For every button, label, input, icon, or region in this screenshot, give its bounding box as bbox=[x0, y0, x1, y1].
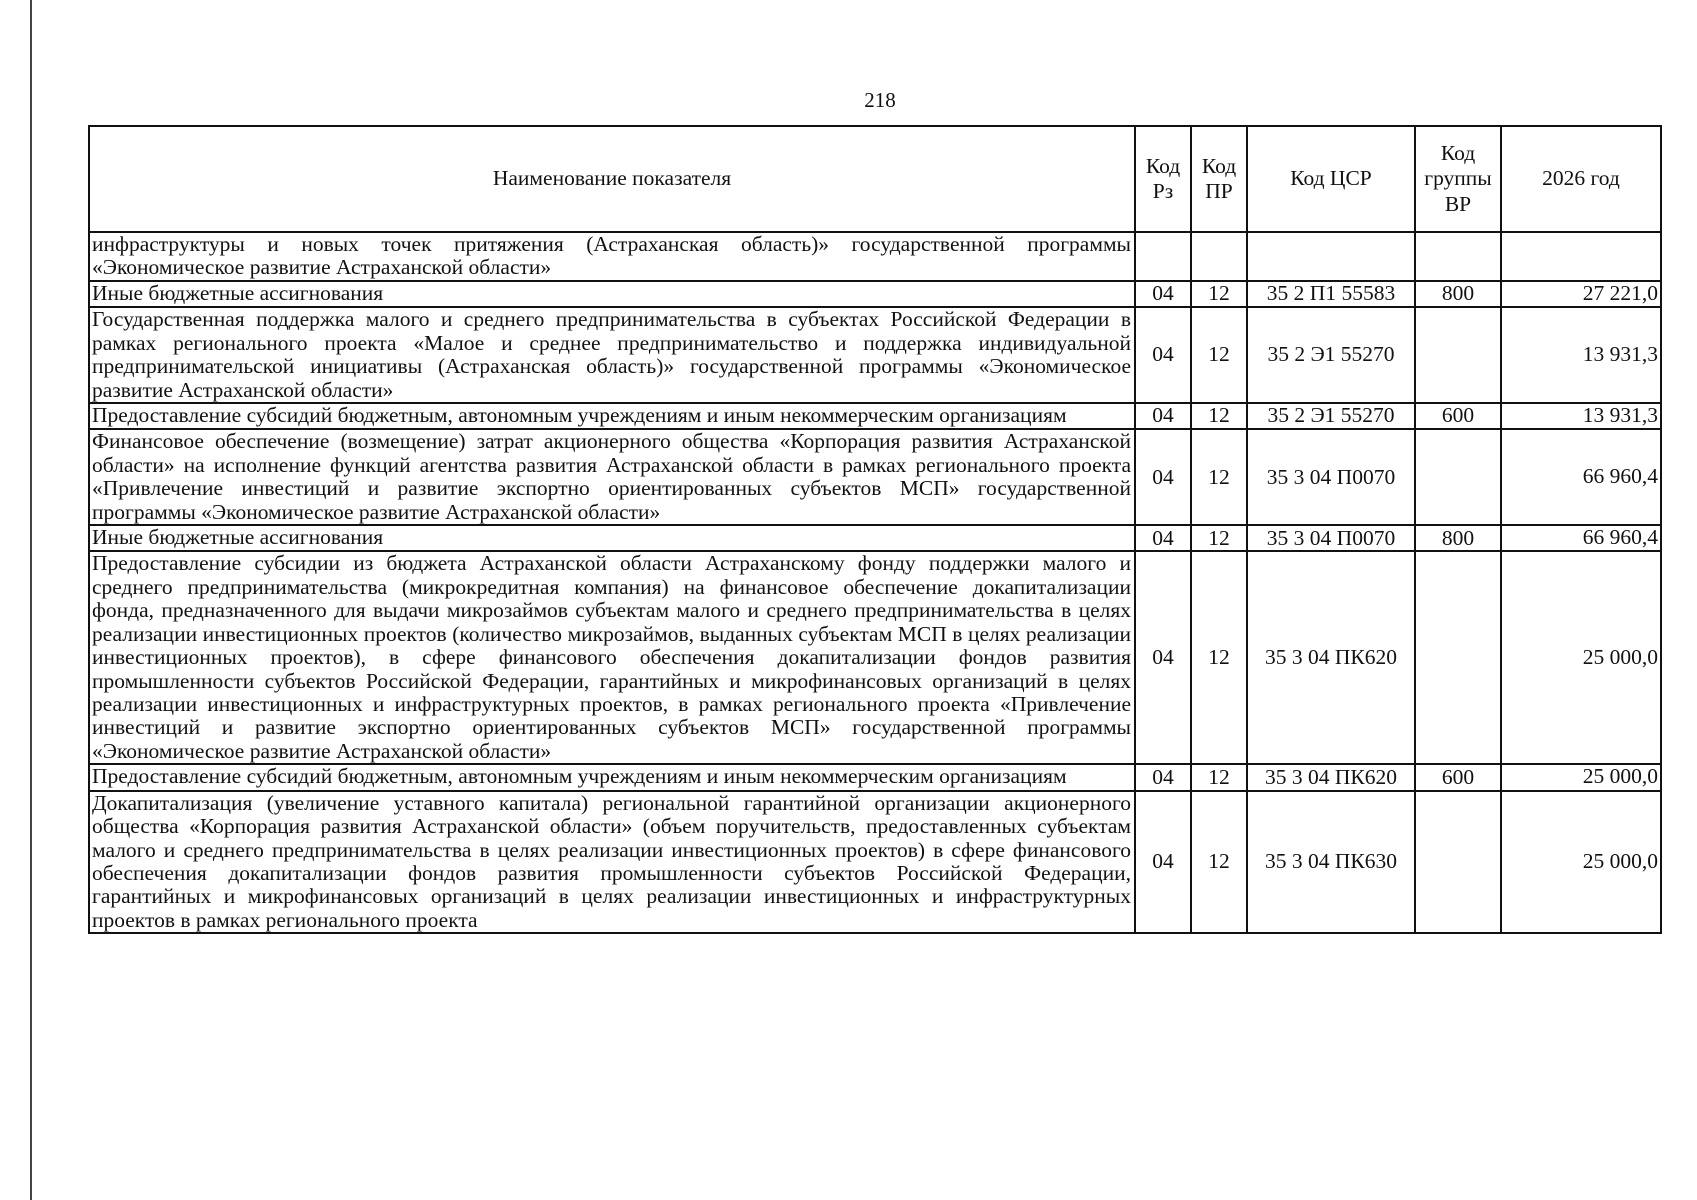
row-pr: 12 bbox=[1191, 764, 1247, 790]
table-row bbox=[89, 403, 1661, 429]
row-amount: 27 221,0 bbox=[1501, 281, 1661, 307]
row-rz: 04 bbox=[1135, 281, 1191, 307]
header-name: Наименование показателя bbox=[89, 126, 1135, 232]
row-rz: 04 bbox=[1135, 307, 1191, 403]
row-pr: 12 bbox=[1191, 791, 1247, 934]
row-name: Предоставление субсидий бюджетным, автономным учреждениям и иным некоммерческим организациям bbox=[89, 403, 1135, 429]
table-row bbox=[89, 525, 1661, 551]
row-name: Финансовое обеспечение (возмещение) затрат акционерного общества «Корпорация развития Астраханской области» на исполнение функций агентства развития Астраханской области в рамках регионального проекта «Привлечение инвестиций и развитие экспортно ориентированных субъектов МСП» государственной программы «Экономическое развитие Астраханской области» bbox=[89, 429, 1135, 525]
row-pr: 12 bbox=[1191, 525, 1247, 551]
table-row bbox=[89, 232, 1661, 281]
row-name: Иные бюджетные ассигнования bbox=[89, 281, 1135, 307]
row-pr bbox=[1191, 232, 1247, 281]
row-amount: 66 960,4 bbox=[1501, 525, 1661, 551]
row-amount: 13 931,3 bbox=[1501, 307, 1661, 403]
row-pr: 12 bbox=[1191, 403, 1247, 429]
row-csr: 35 2 Э1 55270 bbox=[1247, 403, 1415, 429]
header-rz: Код Рз bbox=[1135, 126, 1191, 232]
row-rz: 04 bbox=[1135, 429, 1191, 525]
row-csr bbox=[1247, 232, 1415, 281]
table-row bbox=[89, 551, 1661, 764]
row-rz: 04 bbox=[1135, 551, 1191, 764]
row-pr: 12 bbox=[1191, 551, 1247, 764]
row-name: Иные бюджетные ассигнования bbox=[89, 525, 1135, 551]
row-pr: 12 bbox=[1191, 281, 1247, 307]
row-amount: 13 931,3 bbox=[1501, 403, 1661, 429]
row-rz: 04 bbox=[1135, 791, 1191, 934]
row-vr bbox=[1415, 307, 1501, 403]
row-name: Государственная поддержка малого и среднего предпринимательства в субъектах Российской Федерации в рамках регионального проекта «Малое и среднее предпринимательство и поддержка индивидуальной предпринимательской инициативы (Астраханская область)» государственной программы «Экономическое развитие Астраханской области» bbox=[89, 307, 1135, 403]
row-name: Предоставление субсидии из бюджета Астраханской области Астраханскому фонду поддержки малого и среднего предпринимательства (микрокредитная компания) на финансовое обеспечение докапитализации фонда, предназначенного для выдачи микрозаймов субъектам малого и среднего предпринимательства в целях реализации инвестиционных проектов (количество микрозаймов, выданных субъектам МСП в целях реализации инвестиционных проектов), в сфере финансового обеспечения докапитализации фондов развития промышленности субъектов Российской Федерации, гарантийных и микрофинансовых организаций в целях реализации инвестиционных и инфраструктурных проектов, в рамках регионального проекта «Привлечение инвестиций и развитие экспортно ориентированных субъектов МСП» государственной программы «Экономическое развитие Астраханской области» bbox=[89, 551, 1135, 764]
table-row bbox=[89, 429, 1661, 525]
row-rz: 04 bbox=[1135, 525, 1191, 551]
table-row bbox=[89, 791, 1661, 934]
header-csr: Код ЦСР bbox=[1247, 126, 1415, 232]
row-csr: 35 3 04 П0070 bbox=[1247, 525, 1415, 551]
row-amount bbox=[1501, 232, 1661, 281]
row-vr: 800 bbox=[1415, 525, 1501, 551]
row-vr: 600 bbox=[1415, 403, 1501, 429]
row-csr: 35 3 04 ПК620 bbox=[1247, 764, 1415, 790]
header-year: 2026 год bbox=[1501, 126, 1661, 232]
budget-table bbox=[88, 125, 1662, 934]
row-amount: 25 000,0 bbox=[1501, 791, 1661, 934]
header-vr: Код группы ВР bbox=[1415, 126, 1501, 232]
row-rz: 04 bbox=[1135, 403, 1191, 429]
row-vr: 800 bbox=[1415, 281, 1501, 307]
row-vr: 600 bbox=[1415, 764, 1501, 790]
row-amount: 66 960,4 bbox=[1501, 429, 1661, 525]
table-row bbox=[89, 307, 1661, 403]
row-pr: 12 bbox=[1191, 307, 1247, 403]
page-number: 218 bbox=[864, 88, 896, 112]
row-csr: 35 3 04 ПК630 bbox=[1247, 791, 1415, 934]
row-name: инфраструктуры и новых точек притяжения (Астраханская область)» государственной программы «Экономическое развитие Астраханской области» bbox=[89, 232, 1135, 281]
row-csr: 35 3 04 ПК620 bbox=[1247, 551, 1415, 764]
row-name: Докапитализация (увеличение уставного капитала) региональной гарантийной организации акционерного общества «Корпорация развития Астраханской области» (объем поручительств, предоставленных субъектам малого и среднего предпринимательства в целях реализации инвестиционных проектов) в сфере финансового обеспечения докапитализации фондов развития промышленности субъектов Российской Федерации, гарантийных и микрофинансовых организаций в целях реализации инвестиционных и инфраструктурных проектов в рамках регионального проекта bbox=[89, 791, 1135, 934]
row-rz: 04 bbox=[1135, 764, 1191, 790]
row-pr: 12 bbox=[1191, 429, 1247, 525]
scan-edge-line bbox=[30, 0, 32, 1200]
row-amount: 25 000,0 bbox=[1501, 551, 1661, 764]
row-name: Предоставление субсидий бюджетным, автономным учреждениям и иным некоммерческим организациям bbox=[89, 764, 1135, 790]
row-csr: 35 2 Э1 55270 bbox=[1247, 307, 1415, 403]
row-csr: 35 3 04 П0070 bbox=[1247, 429, 1415, 525]
table-header-row bbox=[89, 126, 1661, 232]
row-vr bbox=[1415, 551, 1501, 764]
header-pr: Код ПР bbox=[1191, 126, 1247, 232]
row-vr bbox=[1415, 429, 1501, 525]
row-csr: 35 2 П1 55583 bbox=[1247, 281, 1415, 307]
row-amount: 25 000,0 bbox=[1501, 764, 1661, 790]
table-row bbox=[89, 281, 1661, 307]
row-vr bbox=[1415, 232, 1501, 281]
row-vr bbox=[1415, 791, 1501, 934]
table-row bbox=[89, 764, 1661, 790]
row-rz bbox=[1135, 232, 1191, 281]
